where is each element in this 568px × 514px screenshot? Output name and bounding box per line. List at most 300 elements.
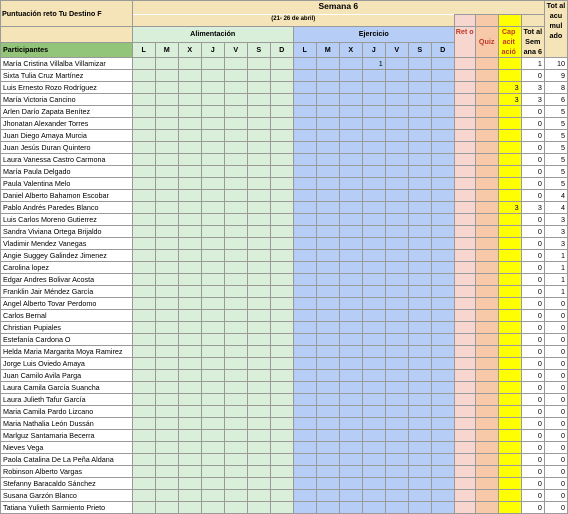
alimentacion-cell[interactable]	[201, 178, 224, 190]
ejercicio-cell[interactable]	[362, 334, 385, 346]
capacitacion-cell[interactable]	[498, 502, 521, 514]
alimentacion-cell[interactable]	[224, 190, 247, 202]
ejercicio-cell[interactable]	[431, 286, 454, 298]
alimentacion-cell[interactable]	[224, 262, 247, 274]
ejercicio-cell[interactable]	[431, 310, 454, 322]
alimentacion-cell[interactable]	[178, 262, 201, 274]
total-acumulado-cell[interactable]: 1	[544, 262, 567, 274]
alimentacion-cell[interactable]	[247, 370, 270, 382]
reto-cell[interactable]	[454, 58, 475, 70]
alimentacion-cell[interactable]	[132, 334, 155, 346]
ejercicio-cell[interactable]	[316, 358, 339, 370]
ejercicio-cell[interactable]	[385, 250, 408, 262]
ejercicio-cell[interactable]	[385, 454, 408, 466]
alimentacion-cell[interactable]	[201, 262, 224, 274]
participant-name[interactable]: Tatiana Yulieth Sarmiento Prieto	[1, 502, 133, 514]
ejercicio-cell[interactable]	[362, 94, 385, 106]
alimentacion-cell[interactable]	[224, 214, 247, 226]
ejercicio-cell[interactable]	[293, 106, 316, 118]
ejercicio-cell[interactable]	[385, 442, 408, 454]
ejercicio-cell[interactable]	[339, 346, 362, 358]
total-acumulado-cell[interactable]: 0	[544, 406, 567, 418]
total-semana-cell[interactable]: 0	[521, 394, 544, 406]
ejercicio-cell[interactable]	[339, 406, 362, 418]
alimentacion-cell[interactable]	[270, 346, 293, 358]
ejercicio-cell[interactable]	[339, 358, 362, 370]
alimentacion-cell[interactable]	[270, 166, 293, 178]
quiz-cell[interactable]	[475, 358, 498, 370]
capacitacion-cell[interactable]	[498, 442, 521, 454]
alimentacion-cell[interactable]	[155, 82, 178, 94]
quiz-cell[interactable]	[475, 130, 498, 142]
alimentacion-cell[interactable]	[270, 322, 293, 334]
alimentacion-cell[interactable]	[132, 310, 155, 322]
capacitacion-cell[interactable]	[498, 118, 521, 130]
ejercicio-cell[interactable]	[316, 106, 339, 118]
alimentacion-cell[interactable]	[201, 502, 224, 514]
capacitacion-cell[interactable]	[498, 262, 521, 274]
reto-cell[interactable]	[454, 274, 475, 286]
ejercicio-cell[interactable]	[408, 190, 431, 202]
ejercicio-cell[interactable]	[293, 190, 316, 202]
ejercicio-cell[interactable]	[385, 358, 408, 370]
alimentacion-cell[interactable]	[201, 442, 224, 454]
alimentacion-cell[interactable]	[155, 478, 178, 490]
ejercicio-cell[interactable]	[293, 70, 316, 82]
total-semana-cell[interactable]: 0	[521, 298, 544, 310]
total-semana-cell[interactable]: 0	[521, 106, 544, 118]
total-acumulado-cell[interactable]: 0	[544, 334, 567, 346]
alimentacion-cell[interactable]	[155, 406, 178, 418]
quiz-cell[interactable]	[475, 274, 498, 286]
participant-name[interactable]: Robinson Alberto Vargas	[1, 466, 133, 478]
alimentacion-cell[interactable]	[155, 166, 178, 178]
participant-name[interactable]: Juan Diego Amaya Murcia	[1, 130, 133, 142]
alimentacion-cell[interactable]	[201, 118, 224, 130]
total-acumulado-cell[interactable]: 5	[544, 142, 567, 154]
ejercicio-cell[interactable]	[408, 298, 431, 310]
ejercicio-cell[interactable]	[339, 238, 362, 250]
alimentacion-cell[interactable]	[178, 454, 201, 466]
ejercicio-cell[interactable]	[339, 274, 362, 286]
alimentacion-cell[interactable]	[247, 502, 270, 514]
alimentacion-cell[interactable]	[270, 58, 293, 70]
ej-day-s[interactable]: S	[408, 42, 431, 58]
alimentacion-cell[interactable]	[224, 322, 247, 334]
alimentacion-cell[interactable]	[224, 238, 247, 250]
ejercicio-cell[interactable]	[316, 130, 339, 142]
ejercicio-cell[interactable]	[316, 322, 339, 334]
capacitacion-cell[interactable]	[498, 406, 521, 418]
reto-cell[interactable]	[454, 346, 475, 358]
total-acumulado-cell[interactable]: 0	[544, 310, 567, 322]
capacitacion-cell[interactable]	[498, 70, 521, 82]
alimentacion-cell[interactable]	[155, 178, 178, 190]
ejercicio-cell[interactable]	[316, 442, 339, 454]
capacitacion-cell[interactable]	[498, 370, 521, 382]
ejercicio-cell[interactable]	[293, 298, 316, 310]
ejercicio-cell[interactable]	[362, 478, 385, 490]
total-acumulado-cell[interactable]: 0	[544, 430, 567, 442]
alimentacion-cell[interactable]	[270, 142, 293, 154]
total-acumulado-cell[interactable]: 8	[544, 82, 567, 94]
alimentacion-cell[interactable]	[270, 250, 293, 262]
total-acumulado-cell[interactable]: 0	[544, 322, 567, 334]
ejercicio-cell[interactable]	[362, 418, 385, 430]
total-acumulado-cell[interactable]: 3	[544, 226, 567, 238]
ejercicio-cell[interactable]	[293, 130, 316, 142]
alimentacion-cell[interactable]	[201, 418, 224, 430]
quiz-cell[interactable]	[475, 310, 498, 322]
quiz-cell[interactable]	[475, 238, 498, 250]
ejercicio-cell[interactable]	[316, 238, 339, 250]
alimentacion-cell[interactable]	[224, 106, 247, 118]
alimentacion-cell[interactable]	[247, 70, 270, 82]
alimentacion-cell[interactable]	[270, 190, 293, 202]
alimentacion-cell[interactable]	[201, 202, 224, 214]
reto-header[interactable]: Ret o	[454, 27, 475, 58]
ejercicio-cell[interactable]	[339, 178, 362, 190]
capacitacion-cell[interactable]	[498, 238, 521, 250]
participant-name[interactable]: Angel Alberto Tovar Perdomo	[1, 298, 133, 310]
ejercicio-cell[interactable]	[339, 490, 362, 502]
ejercicio-cell[interactable]	[293, 430, 316, 442]
alimentacion-cell[interactable]	[132, 70, 155, 82]
alimentacion-cell[interactable]	[178, 226, 201, 238]
ejercicio-cell[interactable]	[293, 202, 316, 214]
alimentacion-cell[interactable]	[132, 190, 155, 202]
ejercicio-cell[interactable]	[293, 382, 316, 394]
total-semana-cell[interactable]: 0	[521, 274, 544, 286]
alimentacion-cell[interactable]	[178, 430, 201, 442]
ejercicio-cell[interactable]	[385, 274, 408, 286]
quiz-cell[interactable]	[475, 226, 498, 238]
capacitacion-cell[interactable]	[498, 178, 521, 190]
ejercicio-cell[interactable]	[431, 58, 454, 70]
ejercicio-cell[interactable]	[316, 466, 339, 478]
total-semana-cell[interactable]: 0	[521, 154, 544, 166]
quiz-cell[interactable]	[475, 202, 498, 214]
alimentacion-cell[interactable]	[201, 274, 224, 286]
total-semana-cell[interactable]: 0	[521, 238, 544, 250]
participant-name[interactable]: Helda Maria Margarita Moya Ramirez	[1, 346, 133, 358]
total-acumulado-cell[interactable]: 10	[544, 58, 567, 70]
alimentacion-cell[interactable]	[270, 418, 293, 430]
participant-name[interactable]: Marlguz Santamaria Becerra	[1, 430, 133, 442]
alimentacion-cell[interactable]	[155, 202, 178, 214]
ejercicio-cell[interactable]	[385, 466, 408, 478]
alimentacion-cell[interactable]	[178, 346, 201, 358]
total-semana-cell[interactable]: 0	[521, 286, 544, 298]
ejercicio-cell[interactable]	[339, 310, 362, 322]
ejercicio-cell[interactable]	[316, 346, 339, 358]
alimentacion-cell[interactable]	[132, 418, 155, 430]
total-acumulado-cell[interactable]: 1	[544, 250, 567, 262]
ejercicio-cell[interactable]	[293, 178, 316, 190]
alimentacion-cell[interactable]	[132, 298, 155, 310]
quiz-cell[interactable]	[475, 106, 498, 118]
ejercicio-cell[interactable]	[362, 298, 385, 310]
alim-day-x[interactable]: X	[178, 42, 201, 58]
alimentacion-cell[interactable]	[224, 274, 247, 286]
ejercicio-cell[interactable]	[362, 370, 385, 382]
ejercicio-cell[interactable]	[408, 154, 431, 166]
quiz-cell[interactable]	[475, 478, 498, 490]
ejercicio-cell[interactable]	[385, 286, 408, 298]
quiz-cell[interactable]	[475, 346, 498, 358]
ejercicio-cell[interactable]	[431, 94, 454, 106]
ejercicio-cell[interactable]	[385, 94, 408, 106]
quiz-cell[interactable]	[475, 214, 498, 226]
alimentacion-cell[interactable]	[132, 346, 155, 358]
ejercicio-cell[interactable]	[431, 190, 454, 202]
alimentacion-cell[interactable]	[132, 442, 155, 454]
alimentacion-cell[interactable]	[224, 226, 247, 238]
alimentacion-cell[interactable]	[132, 262, 155, 274]
ejercicio-cell[interactable]	[431, 118, 454, 130]
capacitacion-cell[interactable]	[498, 298, 521, 310]
participant-name[interactable]: Luis Ernesto Rozo Rodríguez	[1, 82, 133, 94]
alimentacion-cell[interactable]	[224, 94, 247, 106]
reto-cell[interactable]	[454, 370, 475, 382]
reto-cell[interactable]	[454, 202, 475, 214]
ejercicio-cell[interactable]	[316, 154, 339, 166]
alim-day-m[interactable]: M	[155, 42, 178, 58]
total-acumulado-cell[interactable]: 5	[544, 118, 567, 130]
ejercicio-cell[interactable]	[293, 334, 316, 346]
ejercicio-cell[interactable]	[293, 322, 316, 334]
ejercicio-header[interactable]: Ejercicio	[293, 27, 454, 43]
alimentacion-cell[interactable]	[201, 346, 224, 358]
alimentacion-cell[interactable]	[178, 238, 201, 250]
alimentacion-cell[interactable]	[247, 310, 270, 322]
participant-name[interactable]: Juan Camilo Avila Parga	[1, 370, 133, 382]
alimentacion-cell[interactable]	[201, 226, 224, 238]
alimentacion-cell[interactable]	[224, 382, 247, 394]
ejercicio-cell[interactable]	[385, 106, 408, 118]
alimentacion-cell[interactable]	[247, 490, 270, 502]
total-semana-cell[interactable]: 0	[521, 262, 544, 274]
alimentacion-cell[interactable]	[178, 394, 201, 406]
alimentacion-cell[interactable]	[201, 154, 224, 166]
ejercicio-cell[interactable]	[385, 262, 408, 274]
alimentacion-cell[interactable]	[224, 130, 247, 142]
alimentacion-cell[interactable]	[155, 430, 178, 442]
ejercicio-cell[interactable]	[385, 202, 408, 214]
capacitacion-cell[interactable]	[498, 478, 521, 490]
ejercicio-cell[interactable]	[293, 94, 316, 106]
alimentacion-cell[interactable]	[247, 142, 270, 154]
ejercicio-cell[interactable]	[431, 142, 454, 154]
alimentacion-cell[interactable]	[132, 94, 155, 106]
quiz-cell[interactable]	[475, 286, 498, 298]
ejercicio-cell[interactable]	[293, 406, 316, 418]
ejercicio-cell[interactable]	[316, 454, 339, 466]
ejercicio-cell[interactable]	[339, 190, 362, 202]
alimentacion-cell[interactable]	[224, 178, 247, 190]
capacitacion-cell[interactable]	[498, 250, 521, 262]
ejercicio-cell[interactable]	[408, 478, 431, 490]
ejercicio-cell[interactable]	[362, 130, 385, 142]
total-semana-cell[interactable]: 0	[521, 478, 544, 490]
ejercicio-cell[interactable]	[385, 490, 408, 502]
alimentacion-cell[interactable]	[132, 466, 155, 478]
alimentacion-cell[interactable]	[201, 310, 224, 322]
capacitacion-cell[interactable]	[498, 466, 521, 478]
ej-day-m[interactable]: M	[316, 42, 339, 58]
alimentacion-cell[interactable]	[247, 478, 270, 490]
total-acumulado-cell[interactable]: 4	[544, 202, 567, 214]
ejercicio-cell[interactable]	[316, 286, 339, 298]
ejercicio-cell[interactable]	[385, 130, 408, 142]
total-acumulado-cell[interactable]: 1	[544, 286, 567, 298]
ejercicio-cell[interactable]	[408, 406, 431, 418]
alimentacion-cell[interactable]	[224, 430, 247, 442]
reto-cell[interactable]	[454, 478, 475, 490]
alimentacion-cell[interactable]	[270, 430, 293, 442]
alimentacion-cell[interactable]	[224, 358, 247, 370]
ejercicio-cell[interactable]	[339, 262, 362, 274]
capacitacion-cell[interactable]	[498, 130, 521, 142]
alimentacion-cell[interactable]	[155, 70, 178, 82]
alimentacion-cell[interactable]	[178, 466, 201, 478]
ejercicio-cell[interactable]	[362, 466, 385, 478]
participant-name[interactable]: Arlen Darío Zapata Benítez	[1, 106, 133, 118]
quiz-cell[interactable]	[475, 394, 498, 406]
alimentacion-cell[interactable]	[155, 358, 178, 370]
alimentacion-cell[interactable]	[132, 286, 155, 298]
alimentacion-cell[interactable]	[270, 478, 293, 490]
alimentacion-cell[interactable]	[247, 358, 270, 370]
alimentacion-cell[interactable]	[201, 94, 224, 106]
ej-day-x[interactable]: X	[339, 42, 362, 58]
ejercicio-cell[interactable]	[431, 430, 454, 442]
total-acumulado-cell[interactable]: 9	[544, 70, 567, 82]
participant-name[interactable]: Estefanía Cardona O	[1, 334, 133, 346]
ejercicio-cell[interactable]	[362, 202, 385, 214]
alimentacion-cell[interactable]	[270, 358, 293, 370]
ejercicio-cell[interactable]	[339, 250, 362, 262]
total-semana-cell[interactable]: 0	[521, 358, 544, 370]
alimentacion-cell[interactable]	[155, 58, 178, 70]
alimentacion-cell[interactable]	[201, 478, 224, 490]
alim-day-l[interactable]: L	[132, 42, 155, 58]
alimentacion-cell[interactable]	[270, 310, 293, 322]
ejercicio-cell[interactable]	[431, 370, 454, 382]
participant-name[interactable]: Carolina lopez	[1, 262, 133, 274]
ejercicio-cell[interactable]	[408, 70, 431, 82]
ejercicio-cell[interactable]	[362, 70, 385, 82]
ejercicio-cell[interactable]	[293, 250, 316, 262]
ejercicio-cell[interactable]	[408, 346, 431, 358]
alimentacion-cell[interactable]	[247, 322, 270, 334]
total-semana-cell[interactable]: 0	[521, 142, 544, 154]
ejercicio-cell[interactable]	[385, 154, 408, 166]
alimentacion-cell[interactable]	[178, 286, 201, 298]
alimentacion-cell[interactable]	[201, 190, 224, 202]
ejercicio-cell[interactable]	[362, 190, 385, 202]
quiz-cell[interactable]	[475, 94, 498, 106]
ejercicio-cell[interactable]	[385, 142, 408, 154]
ejercicio-cell[interactable]	[293, 478, 316, 490]
ejercicio-cell[interactable]	[293, 286, 316, 298]
ejercicio-cell[interactable]	[431, 394, 454, 406]
quiz-header[interactable]: Quiz	[475, 27, 498, 58]
alimentacion-cell[interactable]	[178, 214, 201, 226]
ejercicio-cell[interactable]	[362, 274, 385, 286]
participant-name[interactable]: Maria Camila Pardo Lizcano	[1, 406, 133, 418]
ejercicio-cell[interactable]	[339, 226, 362, 238]
ejercicio-cell[interactable]	[431, 274, 454, 286]
alimentacion-cell[interactable]	[201, 58, 224, 70]
alimentacion-cell[interactable]	[178, 322, 201, 334]
alimentacion-cell[interactable]	[155, 382, 178, 394]
ejercicio-cell[interactable]	[362, 454, 385, 466]
ejercicio-cell[interactable]	[431, 226, 454, 238]
alimentacion-cell[interactable]	[247, 82, 270, 94]
alimentacion-cell[interactable]	[270, 178, 293, 190]
ejercicio-cell[interactable]	[362, 262, 385, 274]
alimentacion-cell[interactable]	[270, 406, 293, 418]
capacitacion-cell[interactable]	[498, 346, 521, 358]
ejercicio-cell[interactable]	[385, 214, 408, 226]
reto-cell[interactable]	[454, 82, 475, 94]
alimentacion-cell[interactable]	[132, 490, 155, 502]
alimentacion-cell[interactable]	[270, 502, 293, 514]
alimentacion-cell[interactable]	[247, 166, 270, 178]
quiz-cell[interactable]	[475, 490, 498, 502]
ejercicio-cell[interactable]	[316, 502, 339, 514]
alimentacion-cell[interactable]	[132, 142, 155, 154]
ejercicio-cell[interactable]	[362, 430, 385, 442]
alimentacion-cell[interactable]	[132, 166, 155, 178]
alimentacion-cell[interactable]	[178, 358, 201, 370]
total-semana-cell[interactable]: 0	[521, 166, 544, 178]
alimentacion-cell[interactable]	[224, 142, 247, 154]
ejercicio-cell[interactable]	[408, 94, 431, 106]
alimentacion-cell[interactable]	[224, 502, 247, 514]
ejercicio-cell[interactable]	[385, 298, 408, 310]
alimentacion-cell[interactable]	[155, 130, 178, 142]
alimentacion-cell[interactable]	[155, 154, 178, 166]
ejercicio-cell[interactable]	[316, 394, 339, 406]
alimentacion-cell[interactable]	[247, 298, 270, 310]
ejercicio-cell[interactable]	[408, 250, 431, 262]
alimentacion-cell[interactable]	[247, 226, 270, 238]
ejercicio-cell[interactable]	[362, 166, 385, 178]
alimentacion-cell[interactable]	[132, 82, 155, 94]
alimentacion-cell[interactable]	[155, 322, 178, 334]
alimentacion-cell[interactable]	[132, 250, 155, 262]
reto-cell[interactable]	[454, 154, 475, 166]
alimentacion-cell[interactable]	[132, 154, 155, 166]
total-semana-cell[interactable]: 0	[521, 502, 544, 514]
alimentacion-cell[interactable]	[270, 238, 293, 250]
ejercicio-cell[interactable]	[339, 382, 362, 394]
ejercicio-cell[interactable]	[408, 490, 431, 502]
ejercicio-cell[interactable]	[316, 274, 339, 286]
participant-name[interactable]: Juan Jesús Duran Quintero	[1, 142, 133, 154]
alimentacion-cell[interactable]	[224, 118, 247, 130]
total-semana-cell[interactable]: 0	[521, 130, 544, 142]
alimentacion-cell[interactable]	[247, 286, 270, 298]
ejercicio-cell[interactable]	[362, 118, 385, 130]
reto-cell[interactable]	[454, 130, 475, 142]
alimentacion-cell[interactable]	[178, 502, 201, 514]
alimentacion-cell[interactable]	[178, 202, 201, 214]
ejercicio-cell[interactable]	[431, 346, 454, 358]
ejercicio-cell[interactable]	[431, 262, 454, 274]
